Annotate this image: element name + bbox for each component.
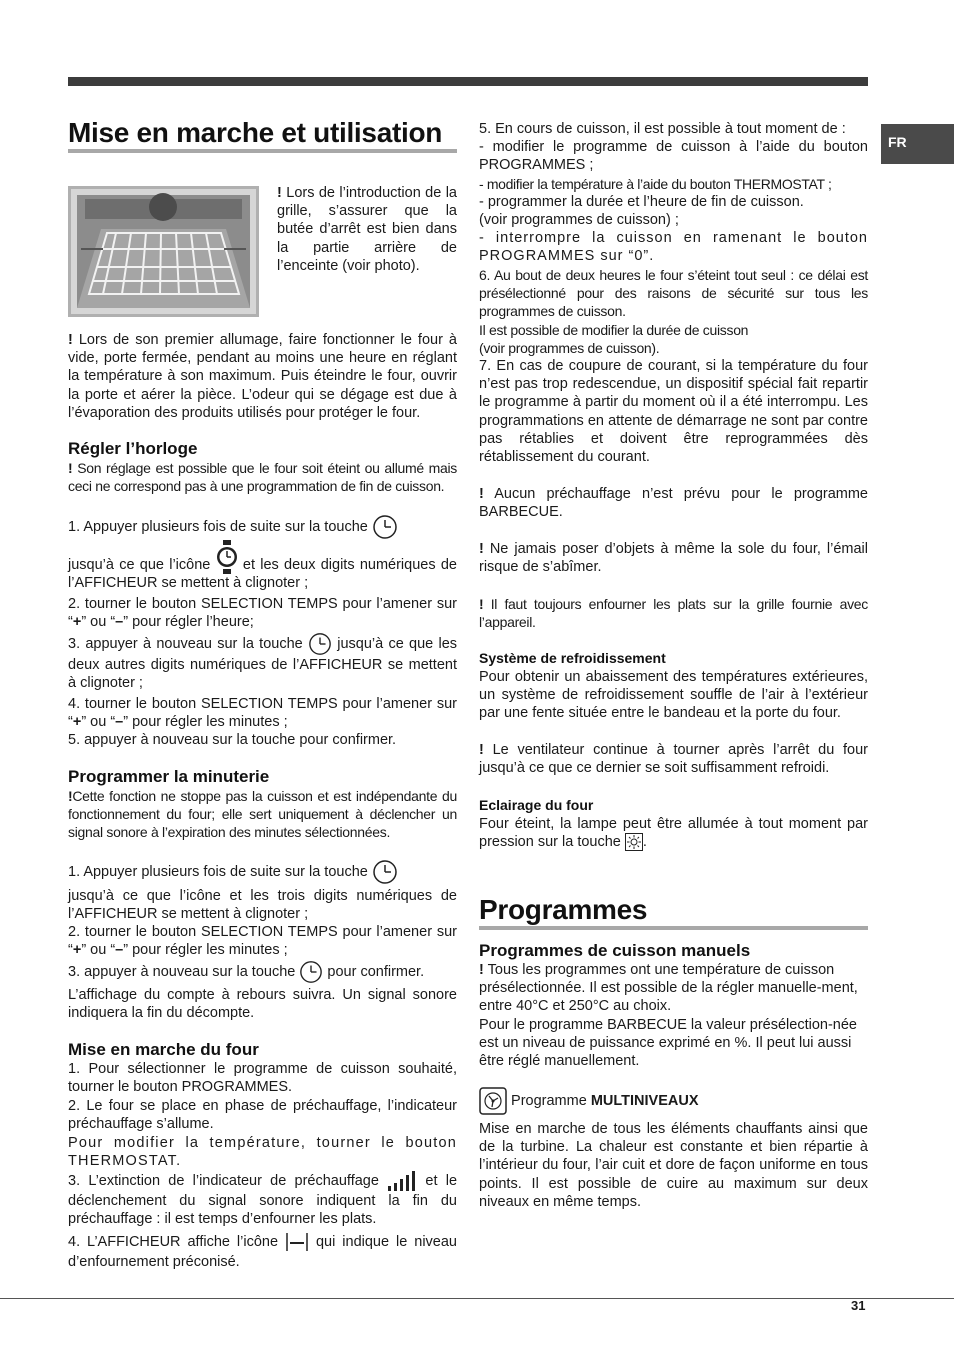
heading-programmer-minuterie: Programmer la minuterie xyxy=(68,767,270,786)
cooking-changes: 5. En cours de cuisson, il est possible à tout moment de : - modifier le programme de cuisson à l’aide du bouton PROGRAMMES ; - modifier la température à l’aide du bouton THERMOSTAT ; - programmer la durée et l’heure de fin de cuisson. (voir programmes de cuisson) ; - interrompre la cuisson en ramenant le bouton PROGRAMMES sur “0”. xyxy=(479,121,868,265)
heading-refroidissement: Système de refroidissement xyxy=(479,650,666,666)
clock-button-icon xyxy=(299,960,323,984)
warning-mark: ! xyxy=(277,185,282,201)
warning-mark: ! xyxy=(68,460,73,476)
language-tab: FR xyxy=(881,124,954,164)
clock-step-1: 1. Appuyer plusieurs fois de suite sur la touche xyxy=(68,514,457,540)
page-number: 31 xyxy=(851,1298,866,1313)
warning-mark: ! xyxy=(68,788,73,804)
warning-mark: ! xyxy=(68,332,73,348)
cooling-warning: ! Le ventilateur continue à tourner après l’arrêt du four jusqu’à ce que ce dernier se soit suffisamment refroidi. xyxy=(479,742,869,777)
minus-icon: – xyxy=(115,942,124,959)
clock-button-icon xyxy=(372,859,398,885)
heading-programmes-manuels: Programmes de cuisson manuels xyxy=(479,941,751,960)
start-step-4: 4. L’AFFICHEUR affiche l’icône qui indique le niveau d’enfournement préconisé. xyxy=(68,1231,457,1271)
start-step-1: 1. Pour sélectionner le programme de cuisson souhaité, tourner le bouton PROGRAMMES. xyxy=(68,1061,457,1096)
power-cut: 7. En cas de coupure de courant, si la température du four n’est pas trop redescendue, un dispositif spécial fait repartir le programme à partir du moment où il a été interrompu. Les programmations en attente de démarrage ne sont par contre pas rétablies et doivent être reprogrammées dès rétablissement du courant. xyxy=(479,358,868,466)
warning-mark: ! xyxy=(479,486,484,502)
heading-eclairage: Eclairage du four xyxy=(479,797,594,813)
warning-mark: ! xyxy=(479,962,484,978)
clock-step-2: 2. tourner le bouton SELECTION TEMPS pour l’amener sur “+” ou “–” pour régler l’heure; xyxy=(68,596,457,631)
clock-step-1-cont: jusqu’à ce que l’icône et les deux digits numériques de l’AFFICHEUR se mettent à clignoter ; xyxy=(68,540,457,592)
start-step-2: 2. Le four se place en phase de préchauffage, l’indicateur préchauffage s’allume. xyxy=(68,1098,457,1133)
oven-rack-photo xyxy=(68,186,259,317)
heading-regler-horloge: Régler l’horloge xyxy=(68,439,198,458)
clock-step-3: 3. appuyer à nouveau sur la touche jusqu’à ce que les deux autres digits numériques de l’AFFICHEUR se mettent à clignoter ; xyxy=(68,632,457,692)
timer-step-1-cont: jusqu’à ce que l’icône et les trois digits numériques de l’AFFICHEUR se mettent à clignoter ; xyxy=(68,888,457,923)
section-title-mise-en-marche: Mise en marche et utilisation xyxy=(68,118,457,153)
fan-program-icon xyxy=(479,1087,507,1115)
warning-mark: ! xyxy=(479,742,484,758)
clock-button-icon xyxy=(308,632,332,656)
cooling-text: Pour obtenir un abaissement des températures extérieures, un système de refroidissement souffle de l’air à l’extérieur par une fente située entre le bandeau et la porte du four. xyxy=(479,669,868,722)
warning-mark: ! xyxy=(479,596,484,612)
clock-step-5: 5. appuyer à nouveau sur la touche pour confirmer. xyxy=(68,732,397,748)
manual-text: ! Tous les programmes ont une température de cuisson présélectionnée. Il est possible de la régler manuelle-ment, entre 40°C et 250°C au choix. Pour le programme BARBECUE la valeur présélection-née est un niveau de puissance exprimé en %. Il peut lui aussi être réglé manuellement. xyxy=(479,962,858,1070)
plus-icon: + xyxy=(72,714,82,731)
timer-step-2: 2. tourner le bouton SELECTION TEMPS pour l’amener sur “+” ou “–” pour régler les minutes ; xyxy=(68,924,457,959)
heading-mise-en-marche-four: Mise en marche du four xyxy=(68,1040,259,1059)
clock-step-4: 4. tourner le bouton SELECTION TEMPS pour l’amener sur “+” ou “–” pour régler les minutes ; xyxy=(68,696,457,731)
timer-step-1: 1. Appuyer plusieurs fois de suite sur la touche xyxy=(68,859,457,885)
footer-rule xyxy=(0,1298,954,1299)
plus-icon: + xyxy=(72,942,82,959)
start-step-2-cont: Pour modifier la température, tourner le bouton THERMOSTAT. xyxy=(68,1135,457,1170)
clock-intro: ! Son réglage est possible que le four soit éteint ou allumé mais ceci ne correspond pas à une programmation de fin de cuisson. xyxy=(68,460,458,495)
start-step-3: 3. L’extinction de l’indicateur de préchauffage et le déclenchement du signal sonore indiquent la fin du préchauffage : il est temps d’enfourner les plats. xyxy=(68,1170,457,1228)
warning-sole: ! Ne jamais poser d’objets à même la sole du four, l’émail risque de s’abîmer. xyxy=(479,541,868,576)
auto-shutoff: 6. Au bout de deux heures le four s’éteint tout seul : ce délai est présélectionné pour des raisons de sécurité sur tous les programmes de cuisson. Il est possible de modifier la durée de cuisson (voir programmes de cuisson). xyxy=(479,267,868,356)
clock-button-icon xyxy=(372,514,398,540)
first-use-note: ! Lors de son premier allumage, faire fonctionner le four à vide, porte fermée, pendant au moins une heure en réglant la température à son maximum. Puis éteindre le four, ouvrir la porte et aérer la pièce. L’odeur qui se dégage est due à l’évaporation des produits utilisés pour protéger le four. xyxy=(68,332,457,421)
timer-step-3: 3. appuyer à nouveau sur la touche pour confirmer. xyxy=(68,960,457,984)
light-text: Four éteint, la lampe peut être allumée à tout moment par pression sur la touche . xyxy=(479,816,868,851)
grille-note: ! Lors de l’introduction de la grille, s’assurer que la butée d’arrêt est bien dans la partie arrière de l’enceinte (voir photo). xyxy=(277,185,457,274)
preheat-indicator-icon xyxy=(387,1170,417,1192)
minus-icon: – xyxy=(115,714,124,731)
multiniveaux-text: Mise en marche de tous les éléments chauffants ainsi que de la turbine. La chaleur est constante et bien répartie à l’intérieur du four, l’air cuit et dore de façon uniforme en tous points. Il est possible de cuire au maximum sur deux niveaux en même temps. xyxy=(479,1121,868,1210)
rack-level-icon xyxy=(285,1231,309,1253)
minus-icon: – xyxy=(115,614,124,631)
timer-intro: !Cette fonction ne stoppe pas la cuisson et est indépendante du fonctionnement du four; elle sert uniquement à déclencher un signal sonore à l’expiration des minutes sélectionnées. xyxy=(68,788,457,841)
header-rule xyxy=(68,77,868,86)
watch-icon xyxy=(216,540,238,574)
section-title-programmes: Programmes xyxy=(479,895,868,930)
multiniveaux-line: Programme MULTINIVEAUX xyxy=(479,1087,868,1115)
warning-grille: ! Il faut toujours enfourner les plats sur la grille fournie avec l’appareil. xyxy=(479,596,868,631)
plus-icon: + xyxy=(72,614,82,631)
warning-mark: ! xyxy=(479,541,484,557)
timer-step-3-cont: L’affichage du compte à rebours suivra. Un signal sonore indiquera la fin du décompte. xyxy=(68,987,457,1022)
lamp-button-icon xyxy=(625,833,643,851)
oven-rack-illustration xyxy=(71,189,256,314)
warning-barbecue: ! Aucun préchauffage n’est prévu pour le programme BARBECUE. xyxy=(479,486,868,521)
